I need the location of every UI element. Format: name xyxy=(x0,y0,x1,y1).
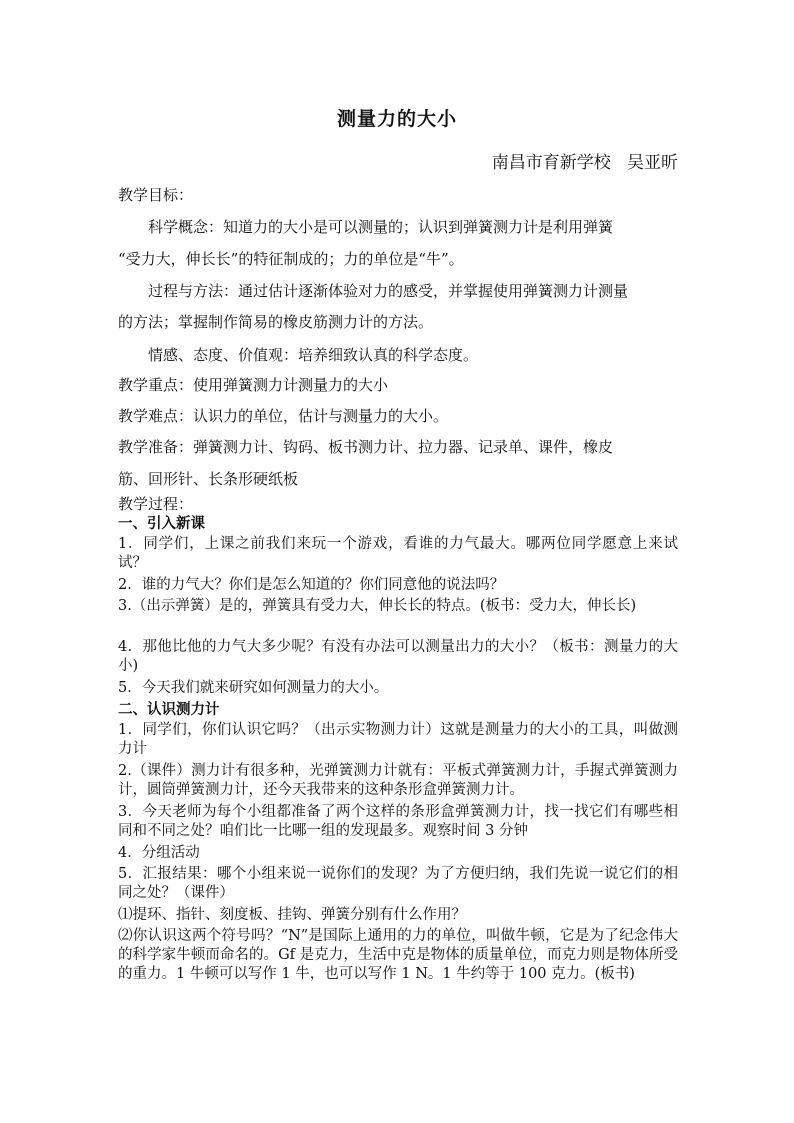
author-line: 南昌市育新学校 吴亚昕 xyxy=(491,153,678,173)
goal-concept-line2: “受力大，伸长长”的特征制成的；力的单位是“牛”。 xyxy=(118,250,464,268)
list-item: 5．今天我们就来研究如何测量力的大小。 xyxy=(118,680,389,696)
list-item: 3．今天老师为每个小组都准备了两个这样的条形盒弹簧测力计，找一找它们有哪些相同和不同之处？咱们比一比哪一组的发现最多。观察时间 3 分钟 xyxy=(118,804,678,839)
page-title: 测量力的大小 xyxy=(336,108,457,130)
list-item: 5．汇报结果：哪个小组来说一说你们的发现？为了方便归纳，我们先说一说它们的相同之处？（课件） xyxy=(118,866,678,901)
process-heading: 教学过程： xyxy=(118,495,194,513)
difficulty: 教学难点：认识力的单位，估计与测量力的大小。 xyxy=(118,407,449,425)
goals-heading: 教学目标： xyxy=(118,186,194,204)
key-point: 教学重点：使用弹簧测力计测量力的大小 xyxy=(118,376,389,394)
sub-list-item: ⑴提环、指针、刻度板、挂钩、弹簧分别有什么作用？ xyxy=(118,907,466,923)
list-item: 1．同学们，你们认识它吗？（出示实物测力计）这就是测量力的大小的工具，叫做测力计 xyxy=(118,722,678,757)
goal-concept-line1: 科学概念：知道力的大小是可以测量的；认识到弹簧测力计是利用弹簧 xyxy=(148,218,614,236)
goal-process-line1: 过程与方法：通过估计逐渐体验对力的感受，并掌握使用弹簧测力计测量 xyxy=(148,282,629,300)
preparation-line2: 筋、回形针、长条形硬纸板 xyxy=(118,470,299,488)
list-item: 3.（出示弹簧）是的，弹簧具有受力大，伸长长的特点。(板书：受力大，伸长长) xyxy=(118,598,637,614)
list-item: 2．谁的力气大？你们是怎么知道的？你们同意他的说法吗？ xyxy=(118,577,505,593)
preparation-line1: 教学准备：弹簧测力计、钩码、板书测力计、拉力器、记录单、课件，橡皮 xyxy=(118,438,614,456)
goal-attitude: 情感、态度、价值观：培养细致认真的科学态度。 xyxy=(148,346,479,364)
section-heading-1: 一、引入新课 xyxy=(118,515,205,532)
sub-list-item: ⑵你认识这两个符号吗？“N”是国际上通用的力的单位，叫做牛顿，它是为了纪念伟大的科学家牛顿而命名的。Gf 是克力，生活中克是物体的质量单位，而克力则是物体所受的重力。1 牛顿可以写作 1 牛，也可以写作 1 N。1 牛约等于 100 克力。(板书) xyxy=(118,928,678,982)
list-item: 1．同学们，上课之前我们来玩一个游戏，看谁的力气最大。哪两位同学愿意上来试试？ xyxy=(118,536,678,571)
list-item: 4．分组活动 xyxy=(118,845,200,861)
goal-process-line2: 的方法；掌握制作简易的橡皮筋测力计的方法。 xyxy=(118,313,434,331)
list-item: 2.（课件）测力计有很多种，光弹簧测力计就有：平板式弹簧测力计，手握式弹簧测力计，圆筒弹簧测力计，还今天我带来的这种条形盒弹簧测力计。 xyxy=(118,763,678,798)
section-heading-2: 二、认识测力计 xyxy=(118,701,220,718)
list-item: 4．那他比他的力气大多少呢？有没有办法可以测量出力的大小？（板书：测量力的大小) xyxy=(118,639,678,674)
